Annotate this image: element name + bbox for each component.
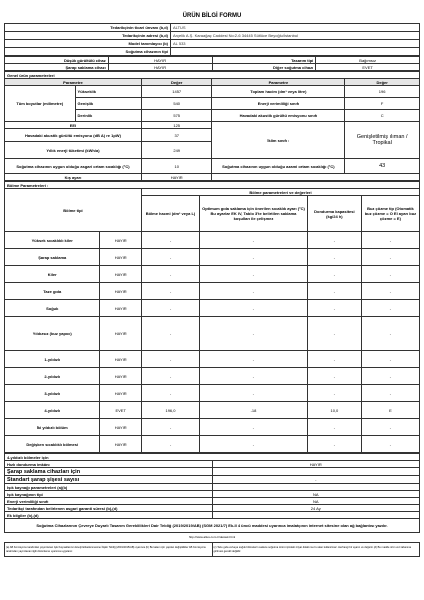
four-star-header: 4-yıldızlı bölmeler için — [5, 454, 420, 461]
extra-info-label: Standart şarap şişesi sayısı — [5, 476, 213, 484]
dimensions-label: Tüm boyutlar (milimetre) — [5, 86, 76, 122]
compartment-present: HAYIR — [100, 317, 142, 351]
eei-label: EEI — [5, 122, 142, 129]
compartment-name: Değişken sıcaklıklı bölmesi — [5, 436, 100, 453]
footnote-left: (a) AB Komisyonu tarafından yayımlanan Işık Kaynaklarının Enerji Etiketlenmesine İlişkin Tebliğ (2019/2015/AB) uyarınca (b) Bu kalem için yapılan değişiklikler AB Komisyonu tarafından yayımlanan ilgili düzenleme uyarınca uygulanır. — [5, 543, 213, 557]
compartment-defrost: - — [361, 351, 419, 368]
compartment-defrost: - — [361, 436, 419, 453]
extra-info-table — [4, 453, 420, 533]
extra-info-value: HAYIR — [212, 461, 420, 468]
extra-info-row — [5, 491, 420, 498]
general-params-table — [4, 71, 420, 181]
compartment-defrost: - — [361, 419, 419, 436]
freezing-capacity-header: Dondurma kapasitesi (kg/24 h) — [307, 196, 361, 232]
extra-info-value — [212, 484, 420, 491]
width-label: Genişlik — [75, 98, 141, 110]
compartment-row — [5, 351, 420, 368]
compartment-row — [5, 317, 420, 351]
noise-class-label: Havadaki akustik gürültü emisyonu sınıfı — [212, 110, 345, 122]
extra-info-value: NA — [212, 491, 420, 498]
compartment-name: Şarap saklama — [5, 249, 100, 266]
max-temp-label: Soğutma cihazının uygun olduğu azami ortam sıcaklığı (°C) — [212, 159, 345, 174]
compartment-name: Yüksek sıcaklıklı kiler — [5, 232, 100, 249]
compartment-name: 3-yıldızlı — [5, 385, 100, 402]
compartment-rows — [5, 232, 420, 453]
supplier-name-value: ALTUS — [171, 24, 420, 32]
compartment-capacity: - — [307, 368, 361, 385]
climate-class-label: İklim sınıfı : — [212, 122, 345, 159]
compartment-name: 2-yıldızlı — [5, 368, 100, 385]
extra-info-value: - — [212, 476, 420, 484]
compartment-volume: - — [141, 317, 199, 351]
extra-info-value: NA — [212, 498, 420, 505]
min-temp-value: 10 — [141, 159, 212, 174]
extra-info-label: Şarap saklama cihazları için — [5, 468, 213, 476]
compartment-row — [5, 436, 420, 453]
compartment-name: 1-yıldızlı — [5, 351, 100, 368]
compartment-present: HAYIR — [100, 283, 142, 300]
noise-class-value: C — [345, 110, 420, 122]
compartment-temp: - — [200, 283, 308, 300]
compartment-row — [5, 232, 420, 249]
compartment-present: HAYIR — [100, 436, 142, 453]
compartment-volume: - — [141, 385, 199, 402]
compartment-row — [5, 419, 420, 436]
compartment-defrost: - — [361, 385, 419, 402]
compartment-volume: - — [141, 368, 199, 385]
supplier-name-label: Tedarikçinin ticari ünvanı (b,d) — [5, 24, 171, 32]
defrost-type-header: Buz çözme tip (Otomatik buz çözme = O El ayarı buz çözme = E) — [361, 196, 419, 232]
extra-info-value: 24 Ay — [212, 505, 420, 512]
compartment-name: Kiler — [5, 266, 100, 283]
compartment-name: 4-yıldızlı — [5, 402, 100, 419]
compartment-present: HAYIR — [100, 368, 142, 385]
compartment-present: HAYIR — [100, 419, 142, 436]
compartment-values-header: Bölme parametreleri ve değerleri — [141, 189, 419, 196]
extra-info-label: Ek bilgiler (b),(d) — [5, 512, 213, 519]
compartment-present: EVET — [100, 402, 142, 419]
compartment-volume: - — [141, 266, 199, 283]
compartment-capacity: - — [307, 266, 361, 283]
compartment-capacity: - — [307, 351, 361, 368]
compartment-temp: - — [200, 249, 308, 266]
compartment-name: Soğuk — [5, 300, 100, 317]
extra-info-row — [5, 512, 420, 519]
compartment-present: HAYIR — [100, 249, 142, 266]
extra-info-row — [5, 498, 420, 505]
compartment-row — [5, 368, 420, 385]
extra-info-label: Enerji verimliliği sınıfı — [5, 498, 213, 505]
eei-value: 125 — [141, 122, 212, 129]
compartment-defrost: - — [361, 249, 419, 266]
climate-class-value: Genişletilmiş ılıman / Tropikal — [345, 122, 420, 159]
energy-class-label: Enerji verimliliği sınıfı — [212, 98, 345, 110]
param-header-right: Parametre — [212, 79, 345, 86]
compartment-table — [4, 181, 420, 453]
compartment-temp: - — [200, 419, 308, 436]
compartment-name: Yıldızsız (buz yapıcı) — [5, 317, 100, 351]
model-label: Model tanımlayıcı (b) — [5, 40, 171, 48]
noise-emission-label: Havadaki akustik gürültü emisyonu (dB A) re 1pW) — [5, 129, 142, 142]
compartment-row — [5, 402, 420, 419]
compartment-defrost: - — [361, 317, 419, 351]
extra-info-row — [5, 476, 420, 484]
compartment-volume: - — [141, 283, 199, 300]
compartment-present: HAYIR — [100, 232, 142, 249]
compartment-present: HAYIR — [100, 266, 142, 283]
compartment-capacity: - — [307, 317, 361, 351]
appliance-type-label: Soğutma cihazının tipi — [5, 48, 171, 56]
extra-info-value — [212, 468, 420, 476]
supplier-address-value: Arçelik A.Ş. Karaağaç Caddesi No:2-6 34445 Sütlüce Beyoğlu/İstanbul — [171, 32, 420, 40]
param-header-left: Parametre — [5, 79, 142, 86]
compartment-present: HAYIR — [100, 351, 142, 368]
compartment-type-header: Bölme tipi — [5, 189, 142, 232]
min-temp-label: Soğutma cihazının uygun olduğu asgari ortam sıcaklığı (°C) — [5, 159, 142, 174]
compartment-temp: - — [200, 317, 308, 351]
general-params-header: Genel ürün parametreleri — [5, 72, 420, 79]
support-url: http://www.altus.com.tr/destek.html — [188, 535, 236, 539]
compartment-present: HAYIR — [100, 385, 142, 402]
compartment-capacity: - — [307, 436, 361, 453]
compartment-temp: - — [200, 300, 308, 317]
compartment-temp: - — [200, 266, 308, 283]
compartment-name: İki yıldızlı bölüm — [5, 419, 100, 436]
extra-info-label: Işık kaynağı parametreleri (a)(b) — [5, 484, 213, 491]
low-noise-label: Düşük gürültülü cihaz — [5, 57, 109, 64]
annual-energy-label: Yıllık enerji tüketimi (kWh/a) — [5, 142, 142, 159]
compartment-defrost: E — [361, 402, 419, 419]
supplier-address-label: Tedarikçinin adresi (b,d) — [5, 32, 171, 40]
design-type-label: Tasarım tipi — [212, 57, 316, 64]
design-type-value: Bağımsız — [316, 57, 420, 64]
compartment-capacity: - — [307, 249, 361, 266]
winter-setting-value: HAYIR — [141, 174, 212, 181]
compartment-row — [5, 266, 420, 283]
extra-info-label: Hızlı dondurma imkânı — [5, 461, 213, 468]
compartment-row — [5, 249, 420, 266]
total-volume-value: 196 — [345, 86, 420, 98]
model-value: AL 533 — [171, 40, 420, 48]
compartment-volume: - — [141, 436, 199, 453]
compartment-defrost: - — [361, 300, 419, 317]
compartment-capacity: - — [307, 419, 361, 436]
compartment-row — [5, 300, 420, 317]
compartment-temp: - — [200, 368, 308, 385]
annual-energy-value: 249 — [141, 142, 212, 159]
extra-info-label: Işık kaynağının tipi — [5, 491, 213, 498]
height-label: Yükseklik — [75, 86, 141, 98]
noise-emission-value: 37 — [141, 129, 212, 142]
wine-storage-value: HAYIR — [108, 64, 212, 71]
extra-info-row — [5, 484, 420, 491]
compartment-capacity: - — [307, 385, 361, 402]
value-header-right: Değer — [345, 79, 420, 86]
winter-setting-label: Kış ayarı — [5, 174, 142, 181]
depth-label: Derinlik — [75, 110, 141, 122]
appliance-type-value — [171, 48, 420, 56]
compartment-volume: - — [141, 300, 199, 317]
compartment-capacity: 10,0 — [307, 402, 361, 419]
footnote-right: (c) Taze gıda ve/veya soğuk bölmelerin sadece soğutma ürünü içindeki ıtriyat dolabı ise bu alan kullanılmaz. Herhangi bir ayarın ve değerin (d) Bu madde ürün veri tabanına girilmesi gerekli değildir. — [212, 543, 420, 557]
other-appliance-label: Diğer soğutma cihazı — [212, 64, 316, 71]
compartment-volume: 196,0 — [141, 402, 199, 419]
extra-info-row — [5, 468, 420, 476]
compartment-defrost: - — [361, 232, 419, 249]
compartment-present: HAYIR — [100, 300, 142, 317]
temp-setting-header: Optimum gıda saklama için önerilen sıcaklık ayarı (°C) Bu ayarlar EK IV, Tablo 3'te belirtilen saklama koşulları ile çelişmez — [200, 196, 308, 232]
height-value: 1457 — [141, 86, 212, 98]
product-info-form — [4, 9, 420, 557]
compartment-row — [5, 283, 420, 300]
compartment-defrost: - — [361, 283, 419, 300]
compartment-defrost: - — [361, 368, 419, 385]
compartment-params-header: Bölme Parametreleri : — [5, 182, 420, 189]
compartment-capacity: - — [307, 300, 361, 317]
compartment-temp: - — [200, 436, 308, 453]
extra-info-row — [5, 505, 420, 512]
wine-storage-label: Şarap saklama cihazı — [5, 64, 109, 71]
total-volume-label: Toplam hacim (dm³ veya litre) — [212, 86, 345, 98]
form-title: ÜRÜN BİLGİ FORMU — [182, 13, 242, 19]
supplier-table — [4, 23, 420, 56]
compartment-defrost: - — [361, 266, 419, 283]
compartment-volume: - — [141, 249, 199, 266]
compartment-capacity: - — [307, 283, 361, 300]
compartment-name: Taze gıda — [5, 283, 100, 300]
energy-class-value: F — [345, 98, 420, 110]
compartment-temp: - — [200, 351, 308, 368]
width-value: 540 — [141, 98, 212, 110]
compartment-volume: - — [141, 351, 199, 368]
compartment-capacity: - — [307, 232, 361, 249]
footnote-table — [4, 542, 420, 557]
extra-info-label: Tedarikçi tarafından belirlenen asgari garanti süresi (b),(d) — [5, 505, 213, 512]
compartment-temp: - — [200, 232, 308, 249]
low-noise-value: HAYIR — [108, 57, 212, 64]
compartment-row — [5, 385, 420, 402]
max-temp-value: 43 — [345, 159, 420, 174]
depth-value: 575 — [141, 110, 212, 122]
compartment-volume: - — [141, 232, 199, 249]
ecodesign-note: Soğutma Cihazlarının Çevreye Duyarlı Tasarım Gereklilikleri Dair Tebliğ (2019/2019/AB) (SGM 2021/7) Ek-II 4 üncü maddesi uyarınca imalatçının internet sitesine olan ağ bağlantısı yazılır. — [5, 519, 420, 533]
other-appliance-value: EVET — [316, 64, 420, 71]
type-table — [4, 56, 420, 71]
extra-info-row — [5, 461, 420, 468]
value-header-left: Değer — [141, 79, 212, 86]
compartment-temp: - — [200, 385, 308, 402]
volume-header: Bölme hacmi (dm³ veya L) — [141, 196, 199, 232]
compartment-temp: -18 — [200, 402, 308, 419]
compartment-volume: - — [141, 419, 199, 436]
extra-info-value — [212, 512, 420, 519]
